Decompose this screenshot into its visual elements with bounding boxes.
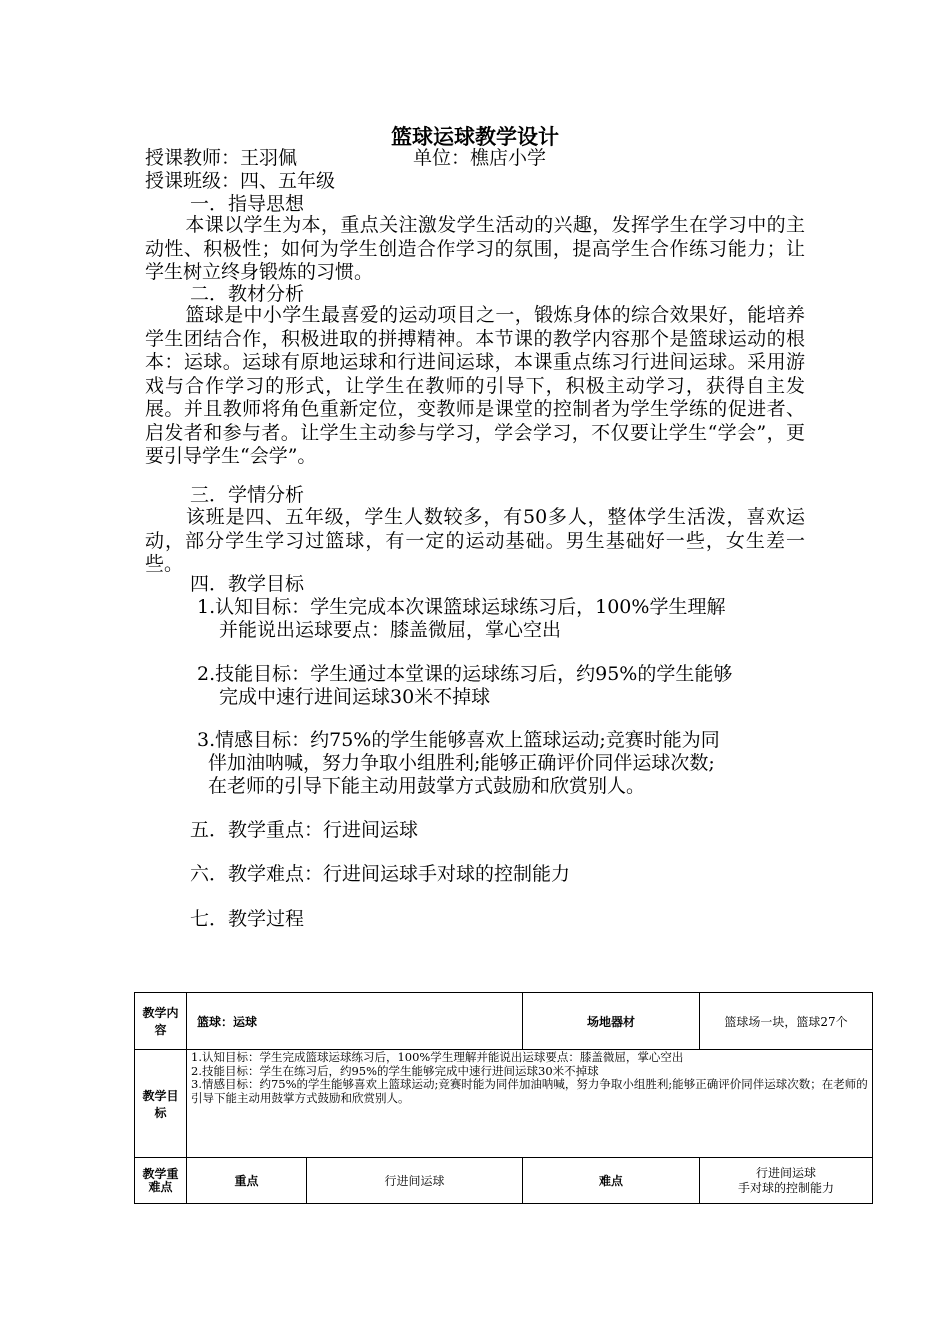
section-heading-goals: 四．教学目标 [190, 573, 305, 595]
table-row [135, 1158, 873, 1204]
key-value-cell: 行进间运球 [307, 1158, 523, 1204]
content-value-cell: 篮球：运球 [187, 993, 523, 1050]
section-text-students [145, 506, 805, 577]
section-difficult-point: 六．教学难点：行进间运球手对球的控制能力 [190, 863, 571, 885]
goal-affective-line2: 伴加油呐喊，努力争取小组胜利;能够正确评价同伴运球次数; [208, 752, 715, 774]
table-row [135, 993, 873, 1050]
content-label-cell: 教学内容 [135, 993, 187, 1050]
section-text-guiding [145, 214, 805, 285]
goal-skill-line1: 2.技能目标：学生通过本堂课的运球练习后，约95%的学生能够 [197, 663, 733, 685]
table-row [135, 1050, 873, 1158]
class-line: 授课班级：四、五年级 [145, 170, 336, 192]
table-goal-line: 3.情感目标：约75%的学生能够喜欢上篮球运动;竞赛时能为同伴加油呐喊，努力争取小组胜利;能够正确评价同伴运球次数；在老师的引导下能主动用鼓掌方式鼓励和欣赏别人。 [191, 1077, 868, 1105]
goals-label-cell: 教学目标 [135, 1050, 187, 1158]
section-text-students-content: 该班是四、五年级，学生人数较多，有50多人，整体学生活泼，喜欢运动，部分学生学习过篮球，有一定的运动基础。男生基础好一些，女生差一些。 [145, 506, 805, 575]
goal-cognitive-line1: 1.认知目标：学生完成本次课篮球运球练习后，100%学生理解 [197, 596, 726, 618]
section-text-guiding-content: 本课以学生为本，重点关注激发学生活动的兴趣，发挥学生在学习中的主动性、积极性；如何为学生创造合作学习的氛围，提高学生合作练习能力；让学生树立终身锻炼的习惯。 [145, 214, 805, 283]
unit-line: 单位：樵店小学 [413, 147, 547, 169]
goal-affective-line1: 3.情感目标：约75%的学生能够喜欢上篮球运动;竞赛时能为同 [197, 729, 720, 751]
page-title: 篮球运球教学设计 [391, 125, 559, 149]
equipment-value-cell: 篮球场一块，篮球27个 [700, 993, 873, 1050]
teacher-line: 授课教师：王羽佩 [145, 147, 298, 169]
section-key-point: 五．教学重点：行进间运球 [190, 819, 419, 841]
section-heading-material: 二．教材分析 [190, 283, 305, 305]
section-text-material [145, 304, 805, 469]
goal-cognitive-line2: 并能说出运球要点：膝盖微屈，掌心空出 [219, 619, 562, 641]
difficulty-value-line: 手对球的控制能力 [738, 1180, 835, 1195]
difficulty-label-cell: 难点 [523, 1158, 700, 1204]
equipment-label-cell: 场地器材 [523, 993, 700, 1050]
table-goal-line: 1.认知目标：学生完成篮球运球练习后，100%学生理解并能说出运球要点：膝盖微屈，掌心空出 [191, 1050, 684, 1064]
difficulty-value-cell [700, 1158, 873, 1204]
table-goal-line: 2.技能目标：学生在练习后，约95%的学生能够完成中速行进间运球30米不掉球 [191, 1063, 599, 1078]
keypoints-label-cell: 教学重难点 [135, 1158, 187, 1204]
goal-affective-line3: 在老师的引导下能主动用鼓掌方式鼓励和欣赏别人。 [208, 775, 646, 797]
key-label-cell: 重点 [187, 1158, 307, 1204]
section-heading-students: 三．学情分析 [190, 484, 305, 506]
goal-skill-line2: 完成中速行进间运球30米不掉球 [219, 686, 491, 708]
section-process: 七．教学过程 [190, 908, 305, 930]
section-heading-guiding: 一．指导思想 [190, 193, 305, 215]
goals-value-cell [187, 1050, 873, 1158]
lesson-plan-table [134, 992, 873, 1204]
section-text-material-content: 篮球是中小学生最喜爱的运动项目之一，锻炼身体的综合效果好，能培养学生团结合作，积极进取的拼搏精神。本节课的教学内容那个是篮球运动的根本：运球。运球有原地运球和行进间运球，本课重点练习行进间运球。采用游戏与合作学习的形式，让学生在教师的引导下，积极主动学习，获得自主发展。并且教师将角色重新定位，变教师是课堂的控制者为学生学练的促进者、启发者和参与者。让学生主动参与学习，学会学习，不仅要让学生“学会”，更要引导学生“会学”。 [145, 304, 805, 467]
difficulty-value-line: 行进间运球 [756, 1165, 817, 1180]
